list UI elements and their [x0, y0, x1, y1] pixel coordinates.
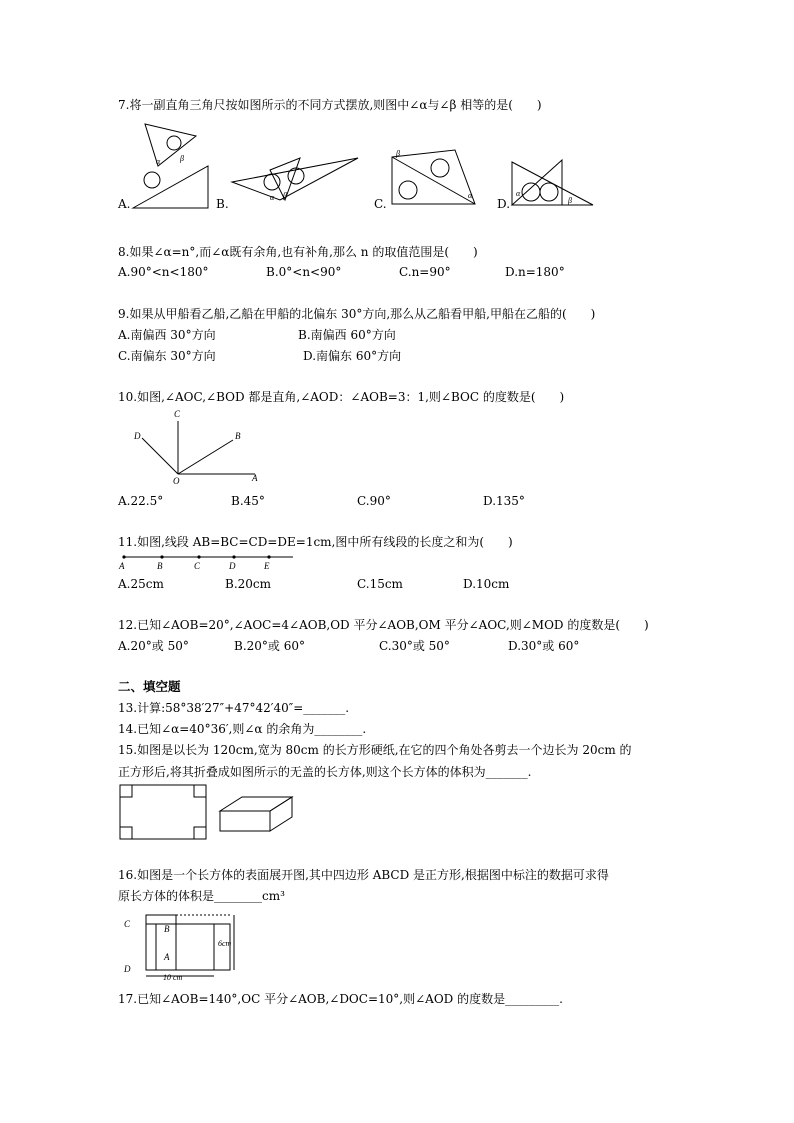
q7-figure-c: [392, 150, 475, 204]
q11-label-e: E: [264, 561, 270, 571]
q17: 17.已知∠AOB=140°,OC 平分∠AOB,∠DOC=10°,则∠AOD 的度数是_________.: [118, 992, 563, 1006]
q12-option-c: C.30°或 50°: [379, 639, 450, 653]
q10-option-b: B.45°: [231, 494, 265, 508]
q11-option-c: C.15cm: [357, 577, 403, 591]
q8-option-b: B.0°<n<90°: [266, 265, 342, 279]
q12-stem: 12.已知∠AOB=20°,∠AOC=4∠AOB,OD 平分∠AOB,OM 平分∠AOC,则∠MOD 的度数是( ): [118, 618, 649, 632]
q9-stem: 9.如果从甲船看乙船,乙船在甲船的北偏东 30°方向,那么从乙船看甲船,甲船在乙船的( ): [118, 307, 596, 321]
q7-figure-d: [512, 160, 593, 205]
q7-option-a: A.: [118, 197, 131, 211]
q7-option-d: D.: [497, 197, 511, 211]
q16-label-c: C: [124, 919, 131, 929]
q7-b-beta: β: [283, 191, 287, 200]
q7-d-alpha: α: [516, 189, 521, 198]
q7-c-alpha: α: [468, 191, 473, 200]
q16-dim-width: 10 cm: [163, 973, 183, 982]
q9-option-d: D.南偏东 60°方向: [303, 349, 402, 363]
q16-line-2: 原长方体的体积是________cm³: [118, 889, 285, 903]
q10-option-c: C.90°: [357, 494, 391, 508]
q11-figure: [118, 552, 298, 574]
q10-stem: 10.如图,∠AOC,∠BOD 都是直角,∠AOD：∠AOB=3：1,则∠BOC 的度数是( ): [118, 390, 565, 404]
q8-option-c: C.n=90°: [399, 265, 451, 279]
q7-figure-b: [232, 158, 358, 200]
q12-option-d: D.30°或 60°: [508, 639, 580, 653]
q16-figure: [118, 910, 248, 982]
q16-label-b: B: [164, 924, 170, 934]
q14: 14.已知∠α=40°36′,则∠α 的余角为________.: [118, 722, 367, 736]
q11-option-a: A.25cm: [118, 577, 164, 591]
q9-option-a: A.南偏西 30°方向: [118, 328, 216, 342]
q7-b-alpha: α: [270, 193, 275, 202]
section-2-title: 二、填空题: [118, 679, 181, 694]
q13: 13.计算:58°38′27″+47°42′40″=_______.: [118, 701, 350, 715]
q12-option-a: A.20°或 50°: [118, 639, 189, 653]
q8-stem: 8.如果∠α=n°,而∠α既有余角,也有补角,那么 n 的取值范围是( ): [118, 245, 478, 259]
q7-a-alpha: α: [156, 157, 161, 166]
q10-option-d: D.135°: [483, 494, 525, 508]
q11-label-c: C: [194, 561, 201, 571]
q10-label-o: O: [173, 476, 180, 486]
q7-a-beta: β: [180, 154, 184, 163]
q7-d-beta: β: [568, 196, 572, 205]
q11-option-b: B.20cm: [225, 577, 272, 591]
q15-line-2: 正方形后,将其折叠成如图所示的无盖的长方体,则这个长方体的体积为_______.: [118, 765, 532, 779]
q11-label-b: B: [157, 561, 163, 571]
q10-label-c: C: [174, 409, 181, 419]
q12-option-b: B.20°或 60°: [234, 639, 305, 653]
q11-stem: 11.如图,线段 AB=BC=CD=DE=1cm,图中所有线段的长度之和为( ): [118, 535, 513, 549]
q11-label-d: D: [229, 561, 236, 571]
q7-option-c: C.: [374, 197, 387, 211]
q9-option-c: C.南偏东 30°方向: [118, 349, 216, 363]
q10-label-b: B: [235, 431, 241, 441]
q11-option-d: D.10cm: [463, 577, 510, 591]
q10-figure: [125, 405, 265, 485]
q15-figure: [118, 783, 298, 843]
q16-dim-height: 6cm: [218, 939, 232, 948]
q11-label-a: A: [119, 561, 125, 571]
q7-c-beta: β: [396, 149, 400, 158]
q7-figures: [0, 0, 794, 220]
q8-option-d: D.n=180°: [505, 265, 565, 279]
q16-line-1: 16.如图是一个长方体的表面展开图,其中四边形 ABCD 是正方形,根据图中标注的数据可求得: [118, 868, 609, 882]
q16-label-a: A: [164, 952, 170, 962]
q15-line-1: 15.如图是以长为 120cm,宽为 80cm 的长方形硬纸,在它的四个角处各剪去一个边长为 20cm 的: [118, 743, 632, 757]
q7-stem: 7.将一副直角三角尺按如图所示的不同方式摆放,则图中∠α与∠β 相等的是( ): [118, 98, 542, 112]
q9-option-b: B.南偏西 60°方向: [298, 328, 396, 342]
q16-label-d: D: [124, 964, 131, 974]
q8-option-a: A.90°<n<180°: [118, 265, 209, 279]
q10-option-a: A.22.5°: [118, 494, 164, 508]
q7-option-b: B.: [216, 197, 229, 211]
q7-figure-a: [133, 124, 208, 208]
q10-label-d: D: [134, 431, 141, 441]
q10-label-a: A: [252, 473, 258, 483]
